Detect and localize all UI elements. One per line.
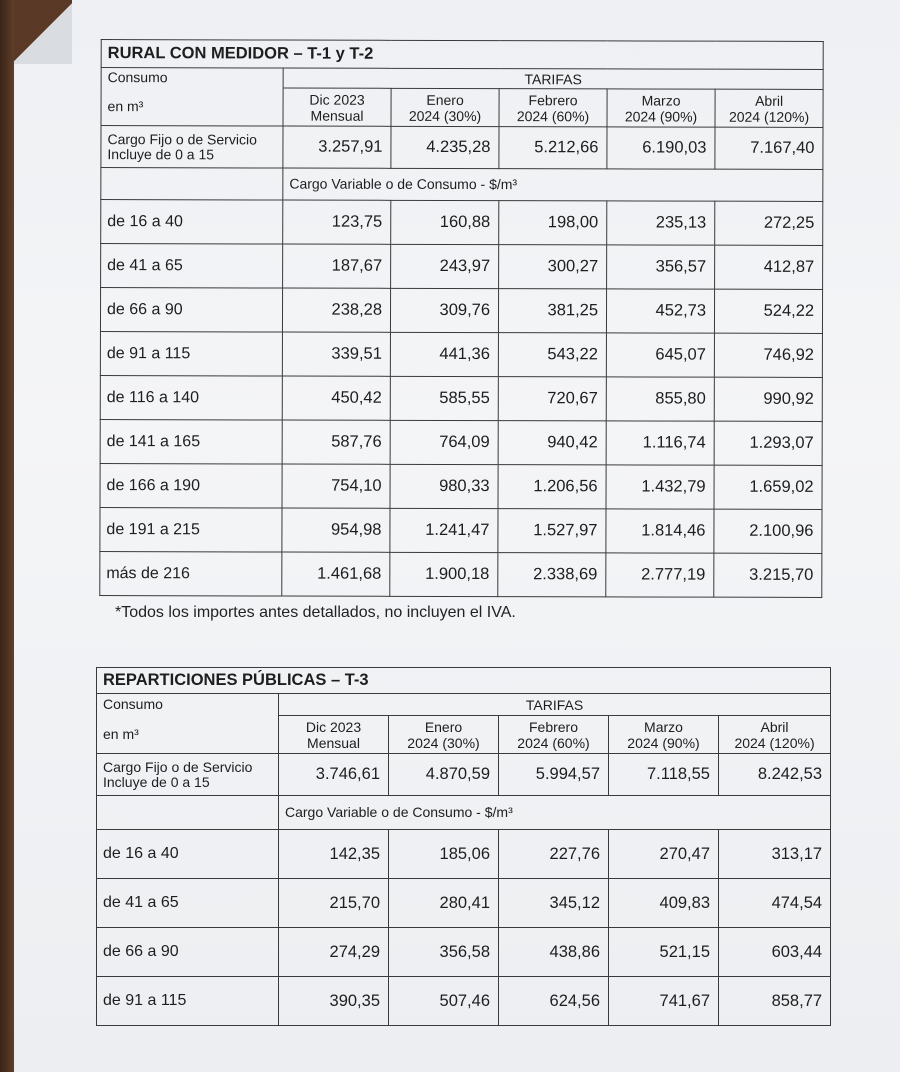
table-row xyxy=(101,244,823,290)
variable-charge-label: Cargo Variable o de Consumo - $/m³ xyxy=(279,796,831,830)
consumo-label: Consumo xyxy=(101,68,283,88)
tariff-value: 521,15 xyxy=(609,928,719,977)
tariff-value: 412,87 xyxy=(715,245,823,289)
table-row xyxy=(100,552,822,598)
unit-label: en m³ xyxy=(97,716,279,754)
tariff-value: 441,36 xyxy=(390,332,498,376)
fixed-charge-value: 8.242,53 xyxy=(719,754,831,796)
range-label: más de 216 xyxy=(100,552,282,596)
tariff-value: 2.338,69 xyxy=(498,553,606,597)
range-label: de 41 a 65 xyxy=(101,244,283,288)
paper-fold-corner xyxy=(14,0,72,64)
fixed-charge-value: 4.235,28 xyxy=(391,126,499,168)
public-tariff-table xyxy=(96,667,831,1026)
tariff-value: 855,80 xyxy=(606,377,714,421)
fixed-charge-value: 5.994,57 xyxy=(499,754,609,796)
fixed-charge-value: 3.746,61 xyxy=(279,754,389,796)
range-label: de 16 a 40 xyxy=(101,200,283,244)
table-title: REPARTICIONES PÚBLICAS – T-3 xyxy=(97,668,831,694)
tariff-value: 390,35 xyxy=(279,977,389,1026)
tariff-value: 507,46 xyxy=(389,977,499,1026)
tariff-value: 645,07 xyxy=(606,333,714,377)
fixed-charge-value: 7.167,40 xyxy=(715,127,823,169)
fixed-charge-value: 5.212,66 xyxy=(499,127,607,169)
tariff-value: 235,13 xyxy=(607,201,715,245)
range-label: de 91 a 115 xyxy=(100,332,282,376)
table-row xyxy=(100,464,822,510)
unit-label: en m³ xyxy=(101,88,283,126)
tariff-value: 764,09 xyxy=(390,420,498,464)
tariff-value: 754,10 xyxy=(282,464,390,508)
table-row xyxy=(97,830,831,879)
tariff-value: 1.116,74 xyxy=(606,421,714,465)
table-row xyxy=(100,288,822,334)
column-header: Abril 2024 (120%) xyxy=(719,716,831,754)
fixed-charge-value: 6.190,03 xyxy=(607,127,715,169)
tariff-value: 603,44 xyxy=(719,928,831,977)
tariff-value: 1.293,07 xyxy=(714,421,822,465)
tariff-value: 185,06 xyxy=(389,830,499,879)
table-row xyxy=(100,420,822,466)
tariff-value: 313,17 xyxy=(719,830,831,879)
range-label: de 91 a 115 xyxy=(97,977,279,1026)
tariff-value: 142,35 xyxy=(279,830,389,879)
tariff-value: 543,22 xyxy=(498,333,606,377)
tariff-value: 280,41 xyxy=(389,879,499,928)
tariff-value: 585,55 xyxy=(390,376,498,420)
table-row xyxy=(101,200,823,246)
tariff-value: 524,22 xyxy=(714,289,822,333)
table-row xyxy=(100,376,822,422)
tariff-value: 274,29 xyxy=(279,928,389,977)
tariff-value: 1.527,97 xyxy=(498,509,606,553)
tariff-value: 1.461,68 xyxy=(282,552,390,596)
tariff-value: 1.659,02 xyxy=(714,465,822,509)
tariff-value: 198,00 xyxy=(499,201,607,245)
column-header: Abril 2024 (120%) xyxy=(715,89,823,127)
tariff-value: 187,67 xyxy=(283,244,391,288)
tariff-value: 980,33 xyxy=(390,464,498,508)
variable-charge-label: Cargo Variable o de Consumo - $/m³ xyxy=(283,168,823,201)
tariff-value: 227,76 xyxy=(499,830,609,879)
range-label: de 16 a 40 xyxy=(97,830,279,879)
table-row xyxy=(97,879,831,928)
tariff-value: 123,75 xyxy=(283,200,391,244)
tariff-value: 940,42 xyxy=(498,421,606,465)
tariff-value: 746,92 xyxy=(714,333,822,377)
column-header: Dic 2023 Mensual xyxy=(279,716,389,754)
tariff-value: 624,56 xyxy=(499,977,609,1026)
range-label: de 116 a 140 xyxy=(100,376,282,420)
tariff-value: 1.241,47 xyxy=(390,508,498,552)
tariff-value: 858,77 xyxy=(719,977,831,1026)
tariff-value: 1.206,56 xyxy=(498,465,606,509)
fixed-charge-value: 7.118,55 xyxy=(609,754,719,796)
range-label: de 191 a 215 xyxy=(100,508,282,552)
tariff-value: 272,25 xyxy=(715,201,823,245)
empty-cell xyxy=(97,796,279,830)
rural-tariff-table xyxy=(99,39,824,598)
tariff-value: 381,25 xyxy=(498,289,606,333)
tariff-value: 474,54 xyxy=(719,879,831,928)
tariff-value: 238,28 xyxy=(282,288,390,332)
tariff-value: 438,86 xyxy=(499,928,609,977)
tariff-value: 2.777,19 xyxy=(606,553,714,597)
range-label: de 141 a 165 xyxy=(100,420,282,464)
range-label: de 66 a 90 xyxy=(100,288,282,332)
table-row xyxy=(100,332,822,378)
tariff-value: 409,83 xyxy=(609,879,719,928)
column-header: Enero 2024 (30%) xyxy=(389,716,499,754)
tariff-value: 215,70 xyxy=(279,879,389,928)
tariff-value: 356,57 xyxy=(607,245,715,289)
tariff-value: 300,27 xyxy=(499,245,607,289)
consumo-label: Consumo xyxy=(97,694,279,716)
tariff-value: 160,88 xyxy=(391,200,499,244)
tariff-value: 1.814,46 xyxy=(606,509,714,553)
empty-cell xyxy=(101,168,283,200)
tariff-value: 270,47 xyxy=(609,830,719,879)
column-header: Marzo 2024 (90%) xyxy=(609,716,719,754)
tariff-value: 587,76 xyxy=(282,420,390,464)
table-row xyxy=(97,928,831,977)
tariff-value: 741,67 xyxy=(609,977,719,1026)
column-header: Febrero 2024 (60%) xyxy=(499,716,609,754)
tarifas-label: TARIFAS xyxy=(283,68,823,89)
column-header: Febrero 2024 (60%) xyxy=(499,89,607,127)
fixed-charge-value: 4.870,59 xyxy=(389,754,499,796)
tariff-value: 3.215,70 xyxy=(714,553,822,597)
tariff-value: 356,58 xyxy=(389,928,499,977)
table-row xyxy=(97,977,831,1026)
tariff-value: 339,51 xyxy=(282,332,390,376)
tariff-value: 720,67 xyxy=(498,377,606,421)
fixed-charge-value: 3.257,91 xyxy=(283,126,391,168)
table-row xyxy=(100,508,822,554)
tariff-value: 2.100,96 xyxy=(714,509,822,553)
range-label: de 41 a 65 xyxy=(97,879,279,928)
fixed-charge-label: Cargo Fijo o de Servicio Incluye de 0 a 15 xyxy=(101,126,283,168)
range-label: de 66 a 90 xyxy=(97,928,279,977)
tariff-value: 452,73 xyxy=(606,289,714,333)
range-label: de 166 a 190 xyxy=(100,464,282,508)
column-header: Marzo 2024 (90%) xyxy=(607,89,715,127)
tariff-value: 243,97 xyxy=(391,244,499,288)
tariff-value: 345,12 xyxy=(499,879,609,928)
column-header: Dic 2023 Mensual xyxy=(283,88,391,126)
tariff-value: 450,42 xyxy=(282,376,390,420)
tariff-value: 1.900,18 xyxy=(390,552,498,596)
fixed-charge-label: Cargo Fijo o de Servicio Incluye de 0 a 15 xyxy=(97,754,279,796)
column-header: Enero 2024 (30%) xyxy=(391,88,499,126)
footnote: *Todos los importes antes detallados, no incluyen el IVA. xyxy=(115,604,516,621)
tariff-value: 309,76 xyxy=(390,288,498,332)
tariff-value: 954,98 xyxy=(282,508,390,552)
tariff-value: 990,92 xyxy=(714,377,822,421)
tarifas-label: TARIFAS xyxy=(279,694,831,716)
table-title: RURAL CON MEDIDOR – T-1 y T-2 xyxy=(101,40,823,70)
tariff-value: 1.432,79 xyxy=(606,465,714,509)
